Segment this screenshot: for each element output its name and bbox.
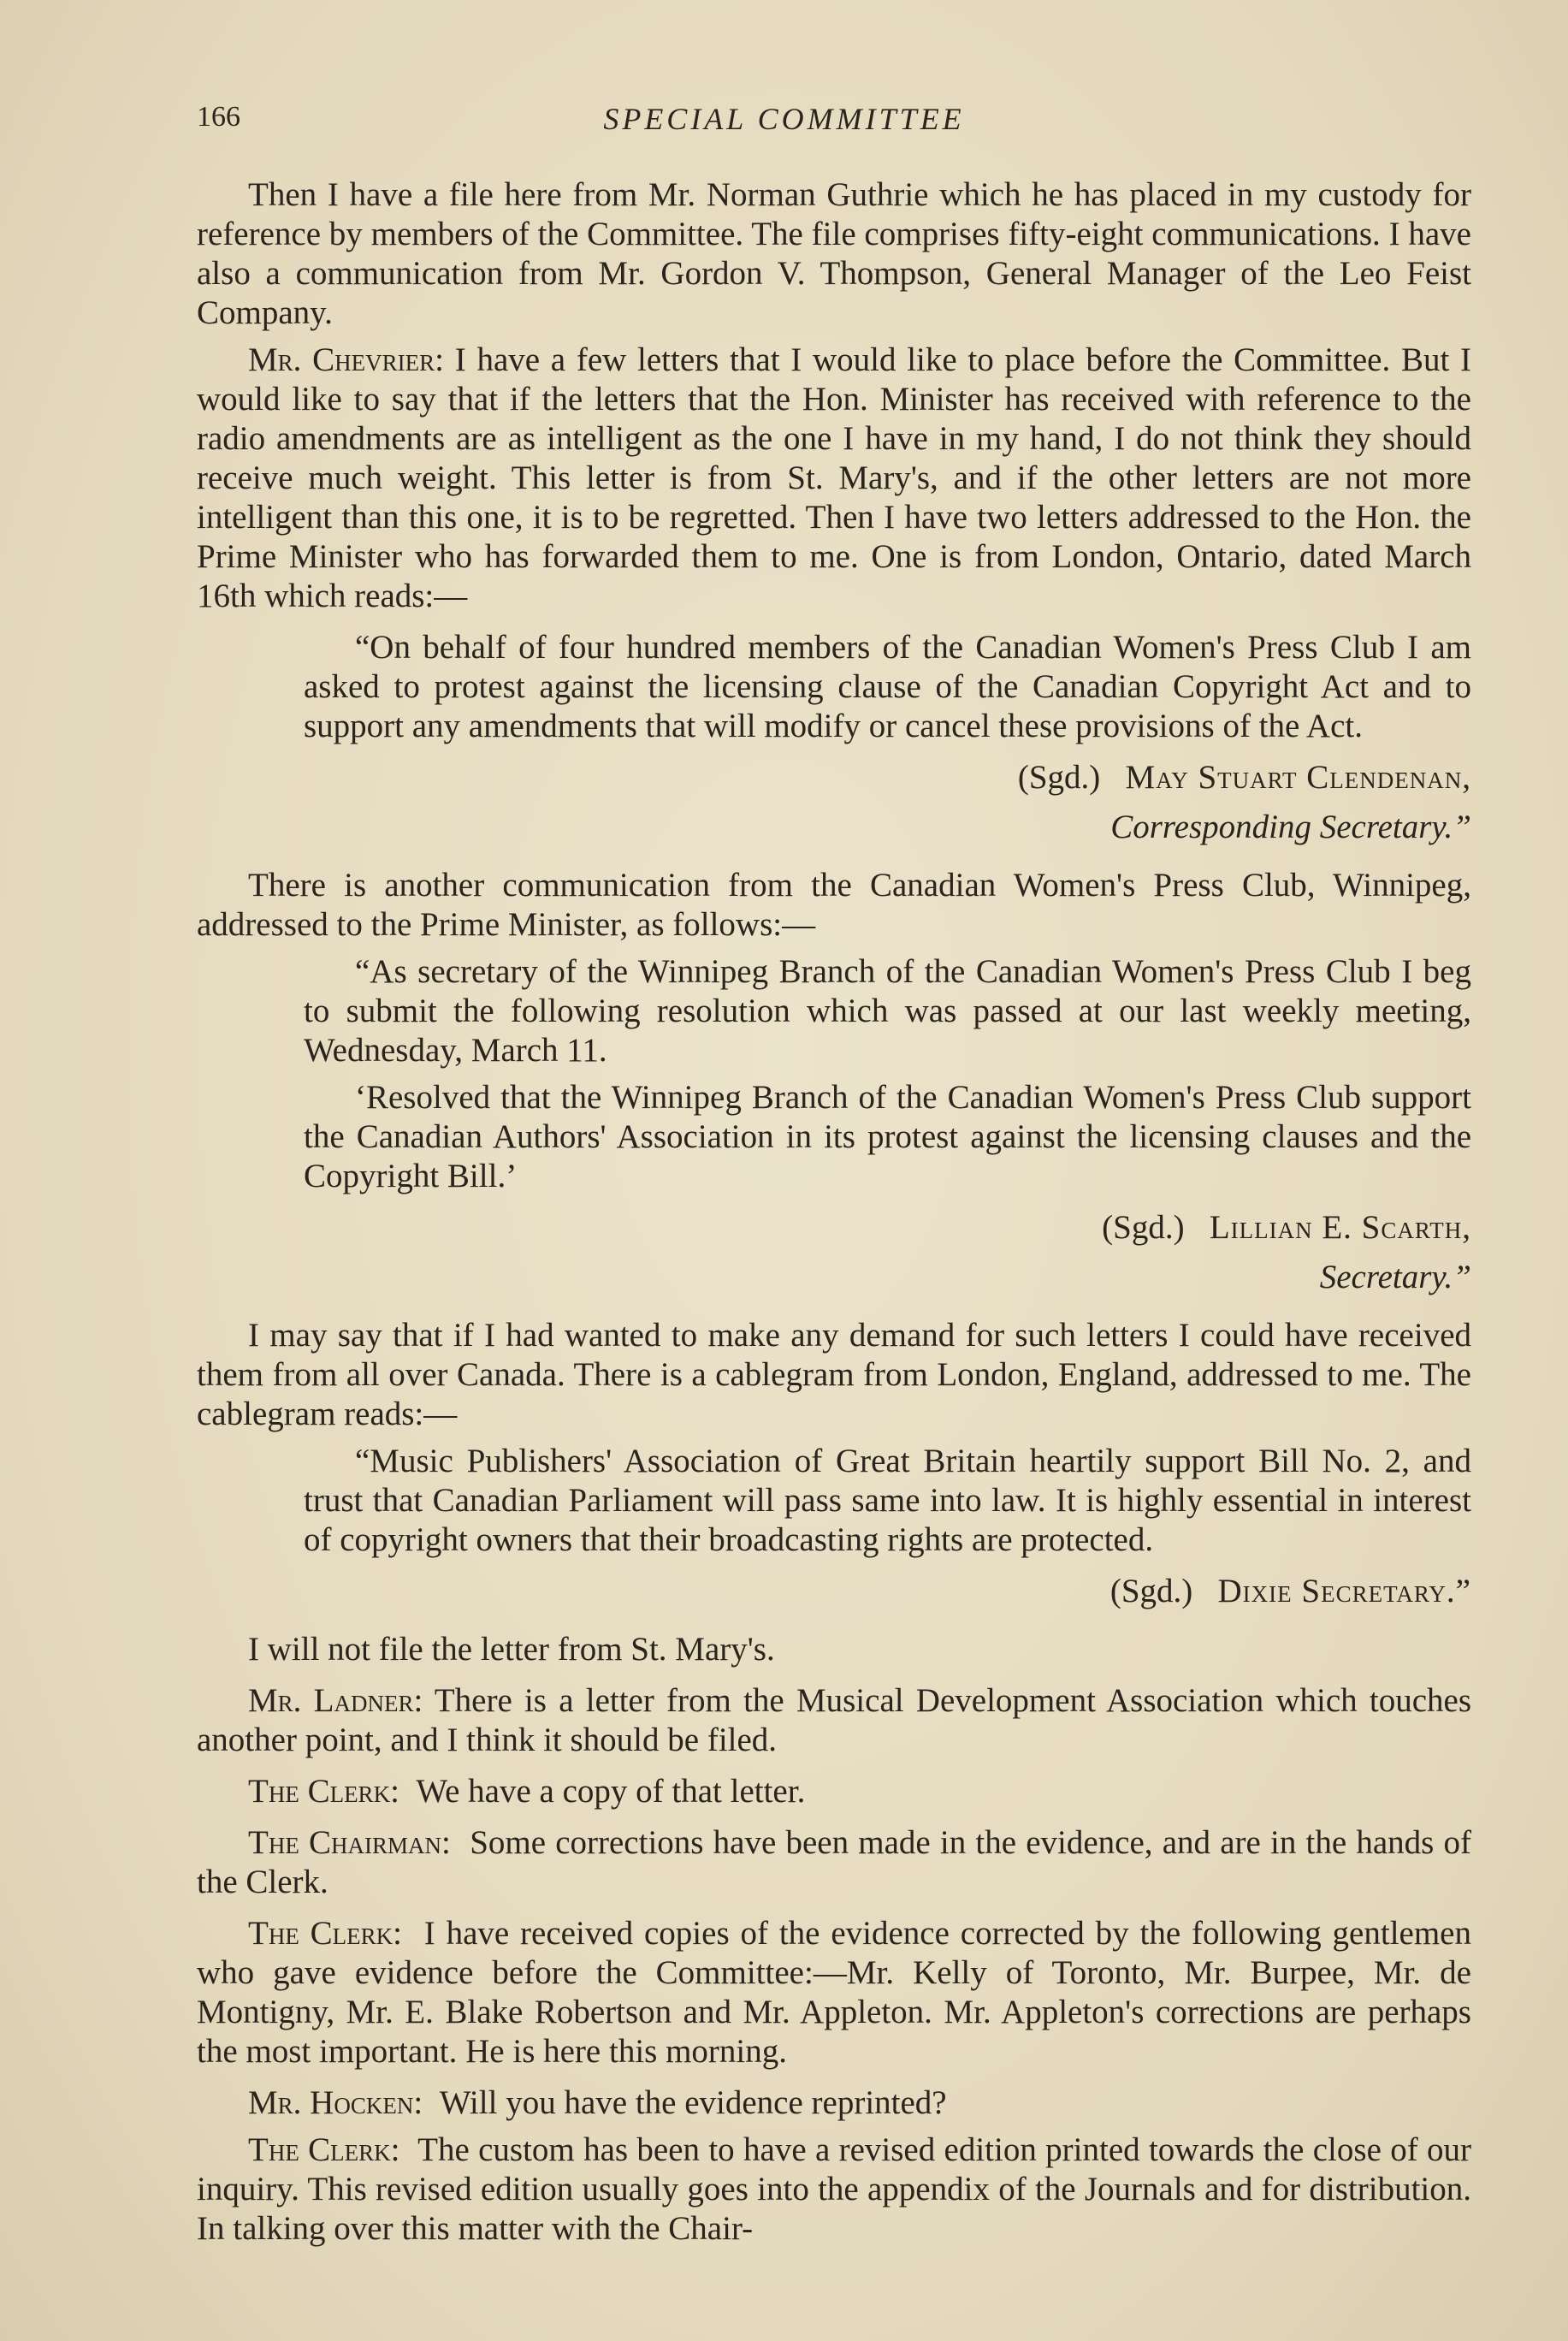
speaker-label: The Clerk: — [248, 2131, 400, 2168]
page-body — [197, 175, 1471, 2256]
page-header — [197, 101, 1371, 144]
signature-line — [304, 1208, 1471, 1248]
speaker-label: Mr. Chevrier: — [248, 341, 445, 378]
paragraph-clerk-corrections — [197, 1914, 1471, 2071]
sgd-label: (Sgd.) — [1102, 1209, 1185, 1246]
quote-text: “Music Publishers' Association of Great Britain heartily support Bill No. 2, and trust that Canadian Parliament will pass same into law. It is highly essential in interest of copyright owners that their broadcasting rights are protected. — [304, 1443, 1471, 1558]
paragraph-text: There is a letter from the Musical Development Association which touches another point, and I think it should be filed. — [197, 1682, 1471, 1758]
paragraph-clerk-custom — [197, 2131, 1471, 2249]
paragraph-hocken — [197, 2083, 1471, 2123]
signature-line — [304, 1572, 1471, 1611]
page-number: 166 — [197, 101, 240, 133]
paragraph-cablegram-intro: I may say that if I had wanted to make any demand for such letters I could have received them from all over Canada. There is a cablegram from London, England, addressed to me. The cablegram reads:— — [197, 1317, 1471, 1432]
speaker-label: The Chairman: — [248, 1824, 451, 1861]
quote-text: “As secretary of the Winnipeg Branch of the Canadian Women's Press Club I beg to submit the following resolution which was passed at our last weekly meeting, Wednesday, March 11. — [304, 953, 1471, 1069]
sgd-label: (Sgd.) — [1017, 759, 1101, 796]
paragraph-ladner — [197, 1681, 1471, 1760]
quote-text: “On behalf of four hundred members of the Canadian Women's Press Club I am asked to protest against the licensing clause of the Canadian Copyright Act and to support any amendments that will modify or cancel these provisions of the Act. — [304, 629, 1471, 744]
paragraph-text: The custom has been to have a revised edition printed towards the close of our inquiry. This revised edition usually goes into the appendix of the Journals and for distribution. In talking over this matter with the Chair- — [197, 2131, 1472, 2247]
paragraph-guthrie-file: Then I have a file here from Mr. Norman Guthrie which he has placed in my custody for reference by members of the Committee. The file comprises fifty-eight communications. I have also a communication from Mr. Gordon V. Thompson, General Manager of the Leo Feist Company. — [197, 176, 1471, 331]
paragraph-text: Will you have the evidence reprinted? — [439, 2084, 947, 2121]
speaker-label: The Clerk: — [248, 1773, 399, 1810]
paragraph-winnipeg-communication: There is another communication from the Canadian Women's Press Club, Winnipeg, addressed to the Prime Minister, as follows:— — [197, 867, 1471, 943]
paragraph-not-file: I will not file the letter from St. Mary's. — [248, 1631, 775, 1668]
signatory-title: Secretary.” — [1319, 1259, 1471, 1295]
paragraph-text: I have a few letters that I would like to place before the Committee. But I would like to say that if the letters that the Hon. Minister has received with reference to the radio amendments are as intelligent as the one I have in my hand, I do not think they should receive much weight. This letter is from St. Mary's, and if the other letters are not more intelligent than this one, it is to be regretted. Then I have two letters addressed to the Hon. the Prime Minister who has forwarded them to me. One is from London, Ontario, dated March 16th which reads:— — [197, 341, 1472, 614]
signature-line — [304, 758, 1471, 797]
signatory-name: Dixie Secretary.” — [1217, 1573, 1471, 1609]
paragraph-chairman — [197, 1823, 1471, 1902]
quoted-cablegram — [304, 1442, 1471, 1611]
paragraph-clerk-copy — [197, 1772, 1471, 1811]
running-head: SPECIAL COMMITTEE — [603, 102, 965, 136]
speaker-label: The Clerk: — [248, 1915, 403, 1952]
quote-resolution: ‘Resolved that the Winnipeg Branch of the Canadian Women's Press Club support the Canadian Authors' Association in its protest against the licensing clauses and the Copyright Bill.’ — [304, 1079, 1471, 1194]
speaker-label: Mr. Hocken: — [248, 2084, 423, 2121]
paragraph-text: Some corrections have been made in the evidence, and are in the hands of the Clerk. — [197, 1824, 1471, 1900]
signatory-name: May Stuart Clendenan, — [1125, 759, 1471, 796]
signatory-name: Lillian E. Scarth, — [1209, 1209, 1471, 1246]
signatory-title: Corresponding Secretary.” — [1110, 809, 1471, 845]
paragraph-text: We have a copy of that letter. — [416, 1773, 806, 1810]
paragraph-text: I have received copies of the evidence corrected by the following gentlemen who gave evidence before the Committee:—Mr. Kelly of Toronto, Mr. Burpee, Mr. de Montigny, Mr. E. Blake Robertson and Mr. Appleton. Mr. Appleton's corrections are perhaps the most important. He is here this morning. — [197, 1915, 1471, 2070]
quoted-letter-winnipeg — [304, 952, 1471, 1297]
paragraph-chevrier-letters — [197, 341, 1471, 616]
quoted-letter-london — [304, 628, 1471, 847]
sgd-label: (Sgd.) — [1109, 1573, 1193, 1609]
speaker-label: Mr. Ladner: — [248, 1682, 423, 1719]
